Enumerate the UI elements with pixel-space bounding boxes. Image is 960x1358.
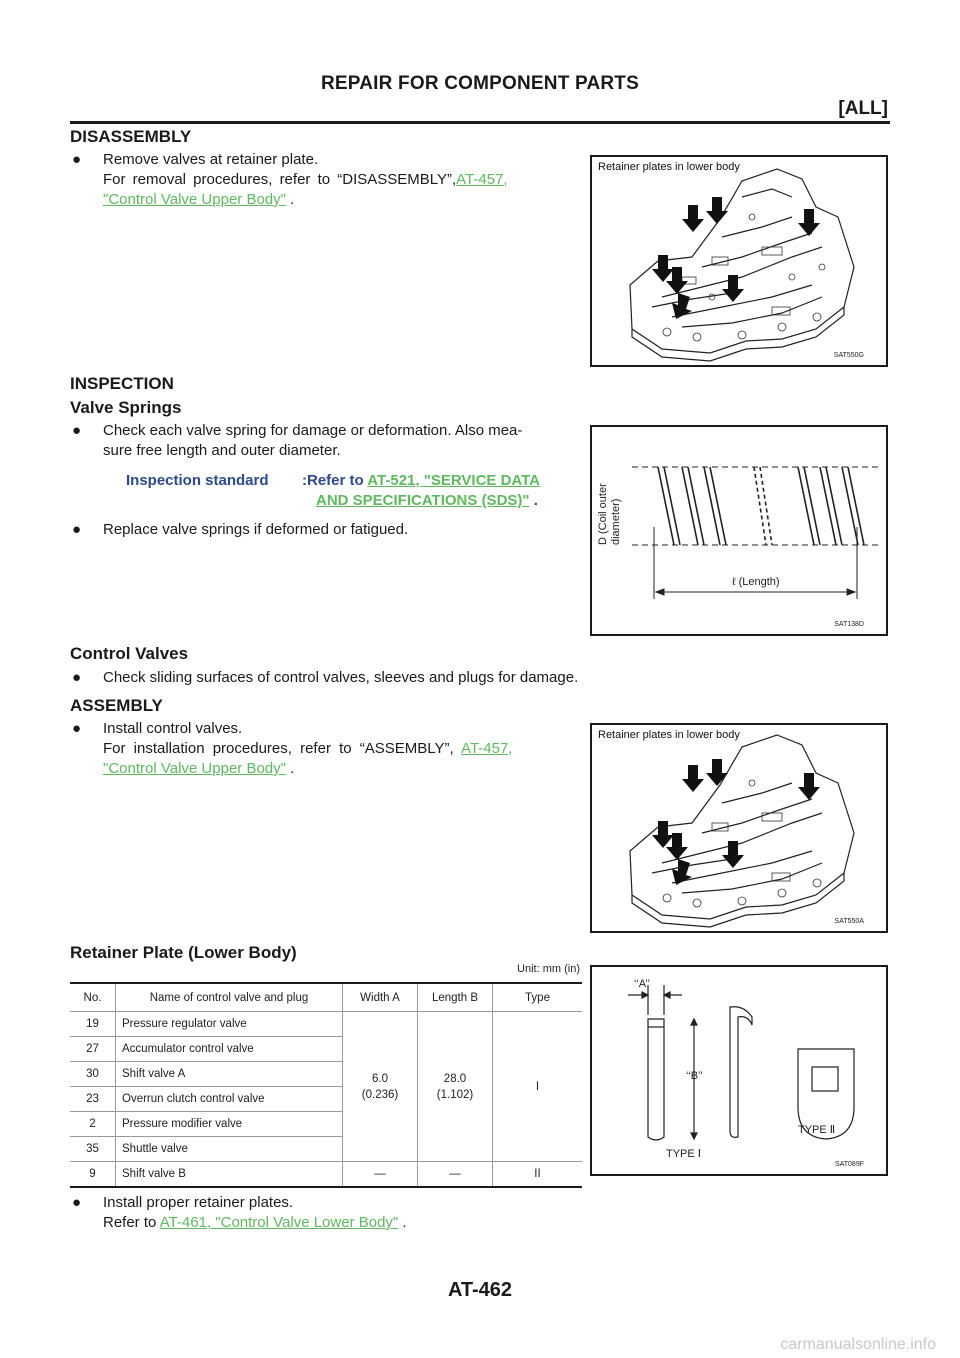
heading-inspection: INSPECTION [70,374,174,393]
label-type-2: TYPE Ⅱ [798,1124,836,1136]
spring-diagram [592,427,886,634]
col-type: Type [493,984,583,1012]
figure-code: SAT550A [834,918,864,925]
retainer-table-wrap [70,982,582,1188]
disassembly-bullet: ● Remove valves at retainer plate. For removal procedures, refer to “DISASSEMBLY”,AT-457, "Control Valve Upper Body" . [72,151,508,208]
label-type-1: TYPE Ⅰ [666,1148,702,1160]
label-a: ‘‘A’’ [634,978,650,990]
link-control-valve-upper-body[interactable]: "Control Valve Upper Body" [103,760,286,777]
figure-code: SAT089F [834,1161,864,1168]
merged-width-a: 6.0 (0.236) [343,1012,418,1162]
assembly-bullet: ● Install control valves. For installation procedures, refer to “ASSEMBLY”, AT-457, "Control Valve Upper Body" . [72,720,513,777]
table-row: 30 Shift valve A [70,1062,582,1087]
table-row: 2 Pressure modifier valve [70,1112,582,1137]
disassembly-bullet-line1: Remove valves at retainer plate. [103,151,319,168]
table-row: 27 Accumulator control valve [70,1037,582,1062]
control-valves-bullet: ● Check sliding surfaces of control valves, sleeves and plugs for damage. [72,669,579,686]
link-at-457[interactable]: AT-457, [461,740,513,757]
col-name: Name of control valve and plug [116,984,343,1012]
watermark: carmanualsonline.info [780,1336,936,1353]
valve-body-illustration [592,157,886,365]
heading-assembly: ASSEMBLY [70,696,163,715]
col-width-a: Width A [343,984,418,1012]
table-row: 9 Shift valve B — — II [70,1162,582,1187]
table-row: 23 Overrun clutch control valve [70,1087,582,1112]
figure-retainer-plates-sat550a [590,723,888,933]
figure-spring-dimensions-sat138d [590,425,888,636]
unit-label: Unit: mm (in) [517,963,580,975]
bullet-dot: ● [72,422,82,439]
merged-length-b: 28.0 (1.102) [418,1012,493,1162]
table-row: 35 Shuttle valve [70,1137,582,1162]
figure-retainer-plates-sat550g [590,155,888,367]
merged-type: I [493,1012,583,1162]
bullet-dot: ● [72,521,82,538]
table-header-row [70,984,582,1012]
figure-retainer-types-sat089f [590,965,888,1176]
page-number: AT-462 [447,1279,513,1301]
valve-springs-bullet-2: ● Replace valve springs if deformed or fatigued. [72,521,409,538]
valve-springs-bullet-1: ● Check each valve spring for damage or deformation. Also mea- sure free length and outer diameter. [72,422,523,459]
col-no: No. [70,984,116,1012]
bullet-dot: ● [72,669,82,686]
link-at-521-sds-cont[interactable]: AND SPECIFICATIONS (SDS)" [316,492,530,509]
link-control-valve-upper-body[interactable]: "Control Valve Upper Body" [103,191,286,208]
header-rule [70,121,890,124]
label-coil-diameter-2: diameter) [610,498,622,545]
inspection-standard-label: Inspection standard [126,472,269,489]
figure-code: SAT550G [833,352,864,359]
valve-body-illustration [592,725,886,931]
label-length: ℓ (Length) [732,576,780,588]
table-row: 19 Pressure regulator valve 6.0 (0.236) 28.0 (1.102) I [70,1012,582,1037]
page-header-title: REPAIR FOR COMPONENT PARTS [320,73,639,94]
retainer-bullet: ● Install proper retainer plates. Refer to AT-461, "Control Valve Lower Body" . [72,1194,407,1231]
page-header-scope: [ALL] [838,98,888,119]
col-length-b: Length B [418,984,493,1012]
label-b: ‘‘B’’ [686,1070,703,1082]
link-at-461-control-valve-lower-body[interactable]: AT-461, "Control Valve Lower Body" [159,1214,399,1231]
inspection-standard-ref: :Refer to AT-521, "SERVICE DATA [302,472,541,489]
link-at-521-sds[interactable]: AT-521, "SERVICE DATA [367,472,541,489]
disassembly-bullet-line2: For removal procedures, refer to “DISASSEMBLY”, [103,171,457,188]
heading-valve-springs: Valve Springs [70,398,182,417]
bullet-dot: ● [72,151,82,168]
figure-code: SAT138D [834,621,864,628]
figure-caption: Retainer plates in lower body [598,729,740,741]
heading-control-valves: Control Valves [70,644,189,663]
bullet-dot: ● [72,1194,82,1211]
heading-retainer-plate: Retainer Plate (Lower Body) [70,943,297,962]
figure-caption: Retainer plates in lower body [598,161,740,173]
retainer-plate-types-diagram [592,967,886,1174]
link-at-457[interactable]: AT-457, [456,171,508,188]
label-coil-diameter: D (Coil outer [597,483,609,545]
retainer-plate-table [70,984,582,1186]
heading-disassembly: DISASSEMBLY [70,127,192,146]
bullet-dot: ● [72,720,82,737]
